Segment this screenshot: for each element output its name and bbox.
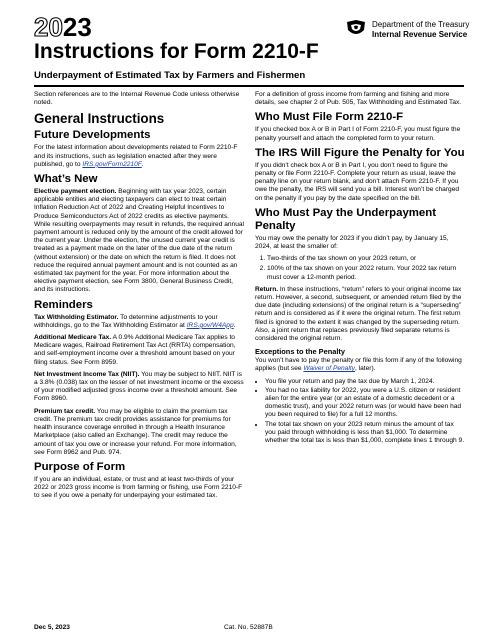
page-subtitle: Underpayment of Estimated Tax by Farmers and Fishermen (34, 70, 306, 81)
exceptions-heading: Exceptions to the Penalty (255, 347, 345, 357)
elective-payment-paragraph (34, 188, 244, 295)
footer-catalog-number: Cat. No. 52887B (224, 624, 273, 631)
return-text: In these instructions, “return” refers to your original income tax return. However, a second, subsequent, or amended return filed by the due date (including extensions) of the original return is a “superseding” return and is considered as if it were the original return. The first return filed is ignored to the extent it was changed by the superseding return. Also, a joint return that replaces previously filed separate returns is considered the original return. (255, 285, 462, 343)
niit-text: You may be subject to NIIT. NIIT is a 3.8% (0.038) tax on the lesser of net investment income or the excess of your modified adjusted gross income over a threshold amount. See Form 8960. (34, 370, 244, 403)
year-solid: 23 (62, 12, 92, 42)
definition-text: For a definition of gross income from farming and fishing and more details, see chapter 2 of Pub. 505, Tax Withholding and Estimated Tax. (255, 91, 462, 107)
right-column (255, 91, 465, 449)
niit-lead: Net Investment Income Tax (NIIT). (34, 370, 140, 378)
tax-withholding-paragraph: Tax Withholding Estimator. To determine adjustments to your withholdings, go to the Tax Withholding Estimator at IRS.gov/W4App. (34, 313, 236, 329)
reminders-heading: Reminders (34, 298, 93, 311)
exceptions-bullet-list (255, 378, 465, 446)
list-item: • The total tax shown on your 2023 return minus the amount of tax you paid through withholding is less than $1,000. To determine whether the total tax is less than $1,000, complete lines 1 through 9. (265, 421, 465, 446)
general-instructions-heading: General Instructions (34, 111, 165, 127)
irs-form2210f-link[interactable]: IRS.gov/Form2210F (82, 160, 142, 168)
tax-withholding-text: To determine adjustments to your withholdings, go to the Tax Withholding Estimator at (34, 313, 218, 329)
irs-figure-penalty-heading: The IRS Will Figure the Penalty for You (255, 146, 465, 159)
return-definition-paragraph (255, 286, 465, 343)
elective-payment-text: Beginning with tax year 2023, certain applicable entities and electing taxpayers can elect to treat certain Inflation Reduction Act of 2022 and Creating Helpful Incentives to Produce Semiconductors Act of 2022 credits as elective payments. While resulting overpayments may result in refunds, the required annual payment amount is reduced only by the amount of the credit allowed for the current year. Under the election, the unused current year credit is treated as a payment made on the later of the due date of the return (without extension) or the date on which the return is filed. It does not reduce the required annual payment amount and is not counted as an estimated tax payment for the year. For more information about the elective payment election, see Form 3800, General Business Credit, and its instructions. (34, 188, 245, 294)
waiver-of-penalty-link[interactable]: Waiver of Penalty (303, 365, 355, 373)
footer-date: Dec 5, 2023 (34, 624, 70, 631)
additional-medicare-lead: Additional Medicare Tax. (34, 334, 112, 342)
elective-payment-lead: Elective payment election. (34, 188, 117, 196)
premium-tax-credit-paragraph (34, 408, 244, 457)
year-outline: 20 (34, 12, 63, 42)
list-item: 2. 100% of the tax shown on your 2022 return. Your 2022 tax return must cover a 12-month period. (267, 265, 465, 281)
list-item: • You had no tax liability for 2022, you were a U.S. citizen or resident alien for the entire year (or an estate of a domestic decedent or a domestic trust), and your 2022 return was (or would have been had you been required to file) for a full 12 months. (265, 387, 465, 420)
who-must-file-text: If you checked box A or B in Part I of Form 2210-F, you must figure the penalty yourself and attach the completed form to your return. (255, 126, 461, 142)
premium-tax-credit-text: You may be eligible to claim the premium tax credit. The premium tax credit provides assistance for premiums for health insurance coverage enrolled in through a Health Insurance Marketplace (also called an Exchange). The credit may reduce the amount of tax you owe or increase your refund. For more information, see Form 8962 and Pub. 974. (34, 407, 237, 456)
list-item: • You file your return and pay the tax due by March 1, 2024. (265, 378, 465, 386)
agency-name: Internal Revenue Service (372, 30, 468, 39)
future-developments-heading: Future Developments (34, 129, 151, 142)
purpose-text: If you are an individual, estate, or trust and at least two-thirds of your 2022 or 2023 gross income is from farming or fishing, use Form 2210-F to see if you owe a penalty for underpaying your estimated tax. (34, 475, 243, 500)
additional-medicare-paragraph (34, 334, 244, 367)
header-divider (34, 85, 464, 87)
return-lead: Return. (255, 285, 279, 293)
who-must-pay-heading: Who Must Pay the Underpayment Penalty (255, 206, 437, 232)
additional-medicare-text: A 0.9% Additional Medicare Tax applies to Medicare wages, Railroad Retirement Tax Act (RRTA) compensation, and self-employment income over a threshold amount based on your filing status. See Form 8959. (34, 334, 236, 366)
page-title: Instructions for Form 2210-F (34, 40, 319, 63)
tax-withholding-lead: Tax Withholding Estimator. (34, 313, 119, 321)
agency-block (372, 20, 482, 40)
list-item: 1. Two-thirds of the tax shown on your 2023 return, or (267, 255, 465, 263)
future-developments-text: For the latest information about developments related to Form 2210-F and its instructions, such as legislation enacted after they were published, go to (34, 144, 238, 168)
premium-tax-credit-lead: Premium tax credit. (34, 407, 96, 415)
intro-text: Section references are to the Internal Revenue Code unless otherwise noted. (34, 91, 240, 107)
year-heading (34, 14, 92, 40)
w4app-link[interactable]: IRS.gov/W4App (186, 321, 234, 329)
exceptions-text: You won’t have to pay the penalty or file this form if any of the following applies (but see (255, 357, 462, 373)
who-must-file-heading: Who Must File Form 2210-F (255, 111, 404, 124)
dept-name: Department of the Treasury (372, 20, 470, 29)
who-must-pay-text: You may owe the penalty for 2023 if you didn’t pay, by January 15, 2024, at least the smaller of: (255, 234, 449, 251)
exceptions-paragraph (255, 357, 465, 373)
irs-eagle-logo-icon (346, 20, 366, 38)
payment-threshold-list (255, 255, 465, 282)
future-developments-paragraph: For the latest information about developments related to Form 2210-F and its instructions, such as legislation enacted after they were published, go to IRS.gov/Form2210F. (34, 144, 238, 168)
exceptions-after-text: , later). (354, 365, 376, 373)
purpose-heading: Purpose of Form (34, 460, 126, 473)
left-column (34, 91, 244, 505)
irs-figure-penalty-text: If you didn’t check box A or B in Part I, you don’t need to figure the penalty or file Form 2210-F. Complete your return as usual, leave the penalty line on your return blank, and don’t attach Form 2210-F. If you owe the penalty, the IRS will send you a bill. Interest won’t be charged on the penalty if you pay by the date specified on the bill. (255, 161, 460, 202)
whats-new-heading: What’s New (34, 173, 98, 186)
niit-paragraph (34, 371, 244, 404)
